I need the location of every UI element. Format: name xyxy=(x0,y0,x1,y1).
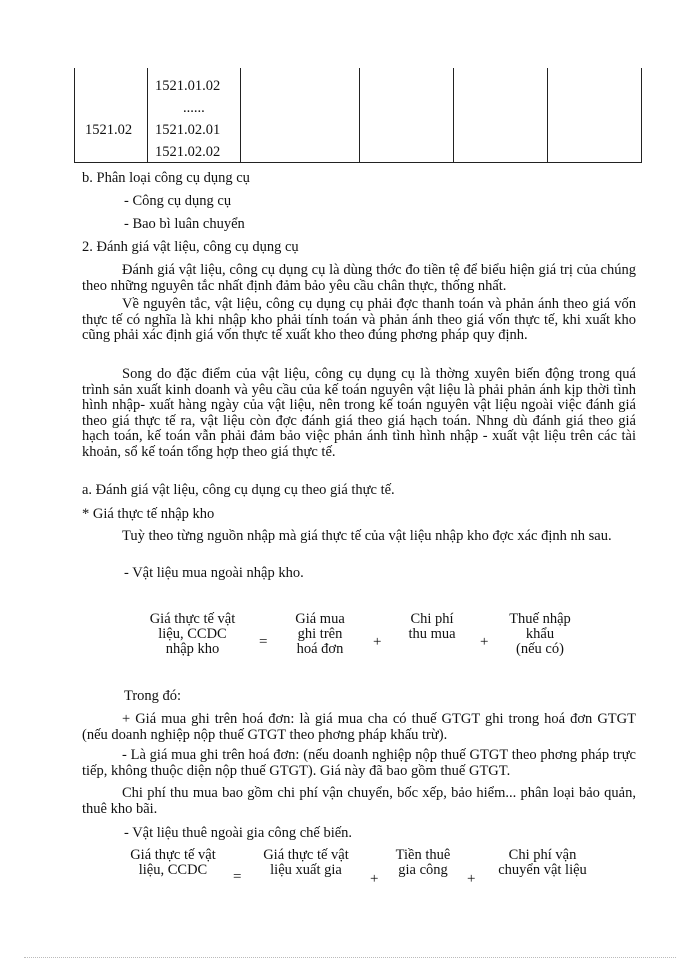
heading-2: 2. Đánh giá vật liệu, công cụ dụng cụ xyxy=(82,239,299,255)
equals-sign: = xyxy=(259,634,268,650)
table-divider xyxy=(359,68,360,162)
formula-term: liệu, CCDC xyxy=(138,862,208,878)
heading-star: * Giá thực tế nhập kho xyxy=(82,506,215,522)
account-table xyxy=(74,68,642,163)
formula-term: Giá mua xyxy=(295,611,345,627)
table-divider xyxy=(147,68,148,162)
table-cell-subcode: 1521.02.01 xyxy=(155,122,221,138)
formula-term: Giá thực tế vật xyxy=(149,611,236,627)
paragraph: Chi phí thu mua bao gồm chi phí vận chuyển, bốc xếp, bảo hiểm... phân loại bảo quản, thuê kho bãi. xyxy=(82,785,636,817)
formula-term: ghi trên xyxy=(297,626,343,642)
formula-term: Tiền thuê xyxy=(395,847,451,863)
plus-sign: + xyxy=(370,871,379,887)
formula-term: Thuế nhập xyxy=(509,611,571,627)
formula-term: liệu, CCDC xyxy=(158,626,227,642)
plus-sign: + xyxy=(480,634,489,650)
heading-b: b. Phân loại công cụ dụng cụ xyxy=(82,170,250,186)
plus-sign: + xyxy=(373,634,382,650)
formula-term: Chi phí vận xyxy=(508,847,577,863)
plus-sign: + xyxy=(467,871,476,887)
formula-term: Giá thực tế vật xyxy=(263,847,349,863)
table-divider xyxy=(547,68,548,162)
paragraph: Tuỳ theo từng nguồn nhập mà giá thực tế của vật liệu nhập kho đợc xác định nh sau. xyxy=(122,528,612,544)
paragraph: Về nguyên tắc, vật liệu, công cụ dụng cụ phải đợc thanh toán và phản ánh theo giá vốn thực tế có nghĩa là khi nhập kho phải tính toán và phản ánh theo giá vốn thực tế, khi xuất kho cũng phải xác định giá vốn thực tế xuất kho theo đúng phơng pháp quy định. xyxy=(82,296,636,343)
formula-term: liệu xuất gia xyxy=(270,862,342,878)
paragraph: Đánh giá vật liệu, công cụ dụng cụ là dùng thớc đo tiền tệ để biểu hiện giá trị của chúng theo những nguyên tắc nhất định đảm bảo yêu cầu chân thực, thống nhất. xyxy=(82,262,636,294)
formula-term: gia công xyxy=(398,862,448,878)
formula-term: chuyển vật liệu xyxy=(498,862,587,878)
formula-term: (nếu có) xyxy=(516,641,564,657)
table-cell-code: 1521.02 xyxy=(85,122,133,138)
trong-do-label: Trong đó: xyxy=(124,688,182,704)
heading-a: a. Đánh giá vật liệu, công cụ dụng cụ theo giá thực tế. xyxy=(82,482,395,498)
formula-term: thu mua xyxy=(408,626,456,642)
table-cell-ellipsis: ...... xyxy=(183,100,205,116)
list-item: - Vật liệu mua ngoài nhập kho. xyxy=(124,565,304,581)
paragraph: + Giá mua ghi trên hoá đơn: là giá mua cha có thuế GTGT ghi trong hoá đơn GTGT (nếu doanh nghiệp nộp thuế GTGT theo phơng pháp khấu trừ). xyxy=(82,711,636,743)
formula-term: nhập kho xyxy=(165,641,220,657)
list-item: - Công cụ dụng cụ xyxy=(124,193,232,209)
formula-term: Chi phí xyxy=(410,611,454,627)
table-divider xyxy=(240,68,241,162)
paragraph: Song do đặc điểm của vật liệu, công cụ dụng cụ là thờng xuyên biến động trong quá trình sản xuất kinh doanh và yêu cầu của kế toán nguyên vật liệu là phải phản ánh kịp thời tình hình nhập- xuất hàng ngày của vật liệu, nên trong kế toán nguyên vật liệu ngoài việc đánh giá theo giá thực tế ra, vật liệu còn đợc đánh giá theo giá hạch toán. Nhng dù đánh giá theo giá hạch toán, kế toán vẫn phải đảm bảo việc phản ánh tình hình nhập - xuất vật liệu trên các tài khoản, sổ kế toán tổng hợp theo giá thực tế. xyxy=(82,366,636,460)
page-edge-divider xyxy=(24,957,676,958)
equals-sign: = xyxy=(233,869,242,885)
table-cell-subcode: 1521.02.02 xyxy=(155,144,221,160)
formula-term: Giá thực tế vật xyxy=(130,847,216,863)
paragraph: - Là giá mua ghi trên hoá đơn: (nếu doanh nghiệp nộp thuế GTGT theo phơng pháp trực tiếp, không thuộc diện nộp thuế GTGT). Giá này đã bao gồm thuế GTGT. xyxy=(82,747,636,779)
formula-term: hoá đơn xyxy=(296,641,344,657)
list-item: - Vật liệu thuê ngoài gia công chế biến. xyxy=(124,825,353,841)
list-item: - Bao bì luân chuyển xyxy=(124,216,245,232)
table-divider xyxy=(453,68,454,162)
formula-term: khẩu xyxy=(525,626,555,642)
table-cell-subcode: 1521.01.02 xyxy=(155,78,221,94)
